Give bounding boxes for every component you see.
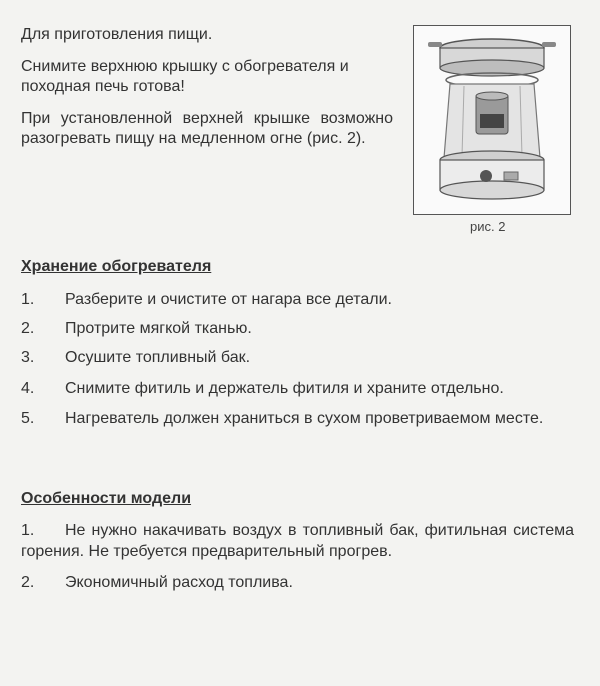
item-number: 1. xyxy=(21,522,35,539)
intro-line-cooking: Для приготовления пищи. xyxy=(21,26,213,43)
list-item xyxy=(21,520,574,562)
list-item xyxy=(21,408,574,429)
figure-heater-photo xyxy=(413,25,571,215)
list-item xyxy=(21,347,574,368)
intro-line-remove-lid: Снимите верхнюю крышку с обогревателя и походная печь готова! xyxy=(21,58,349,95)
item-text: Снимите фитиль и держатель фитиля и храните отдельно. xyxy=(65,380,504,397)
section-title-features: Особенности модели xyxy=(21,490,192,507)
item-number: 3. xyxy=(21,349,35,366)
item-text: Нагреватель должен храниться в сухом проветриваемом месте. xyxy=(65,410,544,427)
item-number: 4. xyxy=(21,380,35,397)
section-title-storage: Хранение обогревателя xyxy=(21,258,212,275)
item-text: Разберите и очистите от нагара все детали. xyxy=(65,291,392,308)
list-item xyxy=(21,572,574,593)
item-text: Протрите мягкой тканью. xyxy=(65,320,252,337)
kerosene-heater-with-pot-icon xyxy=(414,26,570,214)
item-text: Не нужно накачивать воздух в топливный бак, фитильная система горения. Не требуется предварительный прогрев. xyxy=(21,522,574,560)
list-item xyxy=(21,378,574,399)
item-number: 2. xyxy=(21,320,35,337)
list-item xyxy=(21,318,574,339)
item-text: Экономичный расход топлива. xyxy=(65,574,293,591)
figure-caption: рис. 2 xyxy=(470,219,506,234)
intro-line-slow-heat: При установленной верхней крышке возможно разогревать пищу на медленном огне (рис. 2). xyxy=(21,110,393,147)
item-number: 1. xyxy=(21,291,35,308)
item-text: Осушите топливный бак. xyxy=(65,349,251,366)
list-item xyxy=(21,289,574,310)
item-number: 5. xyxy=(21,410,35,427)
item-number: 2. xyxy=(21,574,35,591)
